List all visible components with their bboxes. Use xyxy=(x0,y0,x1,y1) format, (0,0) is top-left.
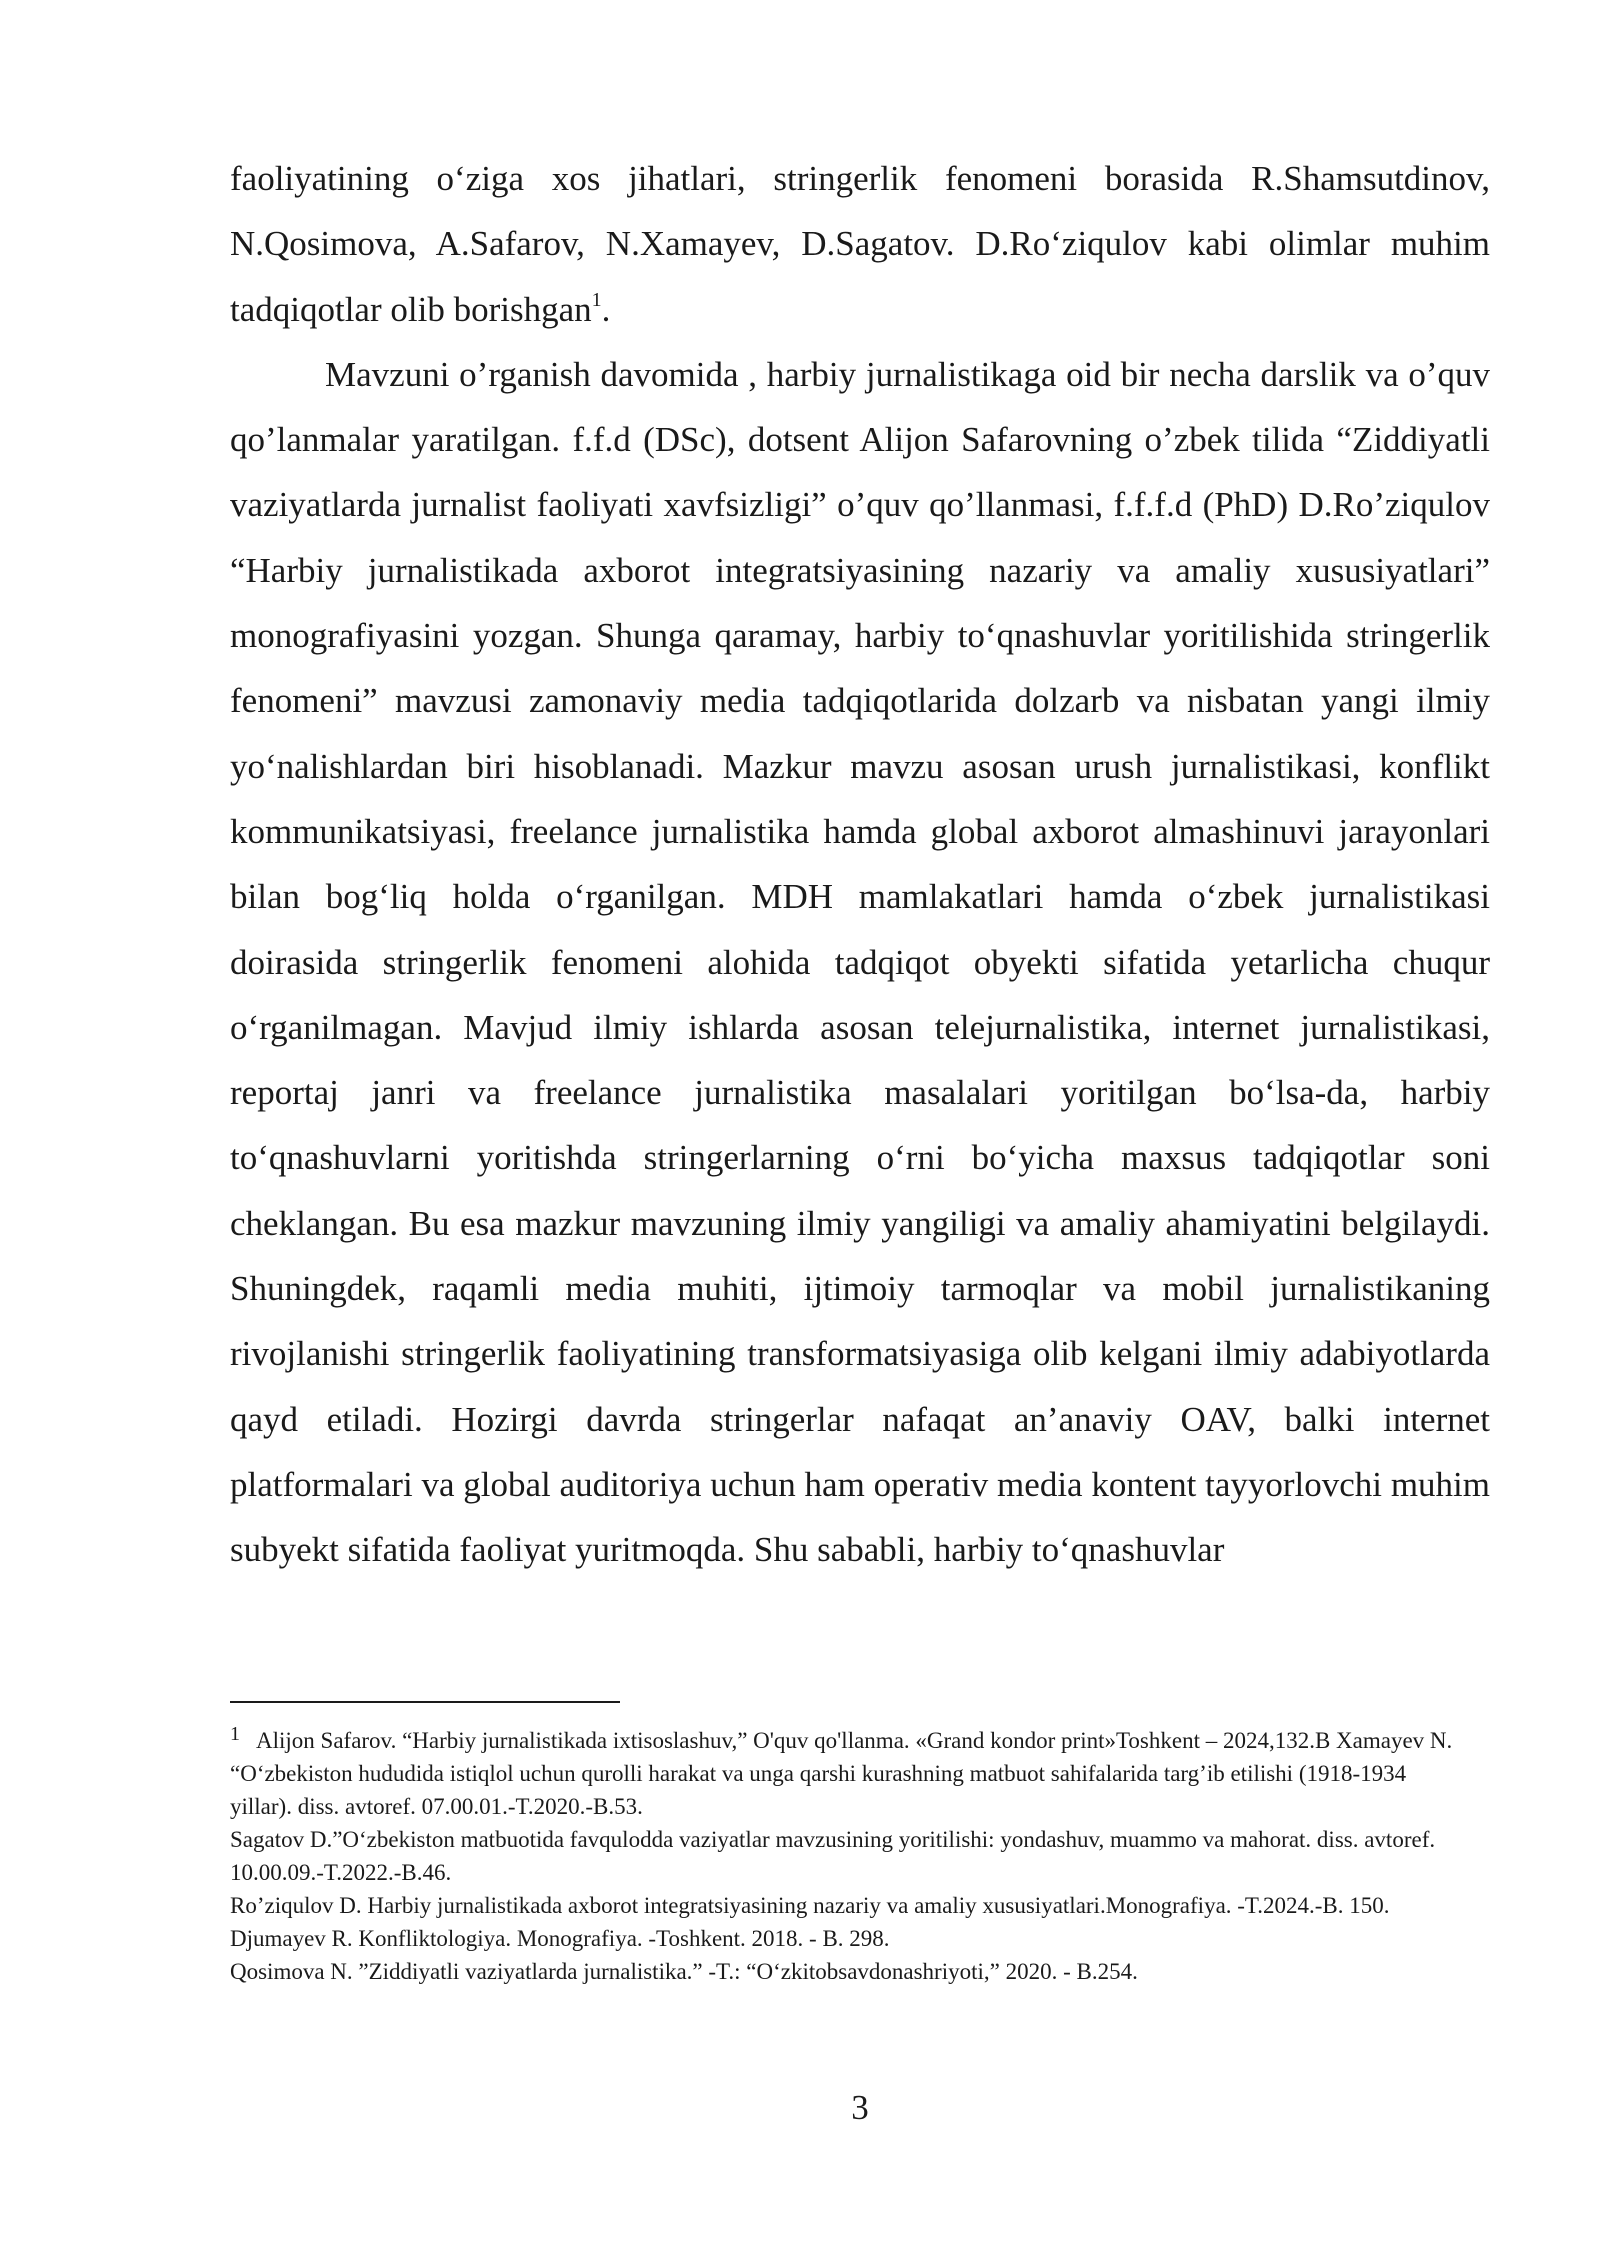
page-number: 3 xyxy=(851,2088,869,2127)
paragraph-1-end: . xyxy=(601,289,611,329)
footnote-text: Alijon Safarov. “Harbiy jurnalistikada ixtisoslashuv,” O'quv qo'llanma. «Grand kondor print»Toshkent – 2024,132.B Xamayev N. “O‘zbekiston hududida istiqlol uchun qurolli harakat va unga qarshi kurashning matbuot sahifalarida targ’ib etilishi (1918-1934 yillar). diss. avtoref. 07.00.01.-T.2020.-B.53. xyxy=(230,1728,1453,1819)
footnote-entry: Sagatov D.”O‘zbekiston matbuotida favqulodda vaziyatlar mavzusining yoritilishi: yondashuv, muammo va mahorat. diss. avtoref. 10.00.09.-T.2022.-B.46. xyxy=(230,1827,1436,1885)
footnote-entry: Ro’ziqulov D. Harbiy jurnalistikada axborot integratsiyasining nazariy va amaliy xususiyatlari.Monografiya. -T.2024.-B. 150. xyxy=(230,1893,1390,1918)
footnote-entry: Qosimova N. ”Ziddiyatli vaziyatlarda jurnalistika.” -T.: “O‘zkitobsavdonashriyoti,” 2020. - B.254. xyxy=(230,1959,1138,1984)
footnote-entry xyxy=(230,1718,1460,1823)
body-text xyxy=(230,146,1490,1583)
paragraph-2: Mavzuni o’rganish davomida , harbiy jurnalistikaga oid bir necha darslik va o’quv qo’lanmalar yaratilgan. f.f.d (DSc), dotsent Alijon Safarovning o’zbek tilida “Ziddiyatli vaziyatlarda jurnalist faoliyati xavfsizligi” o’quv qo’llanmasi, f.f.f.d (PhD) D.Ro’ziqulov “Harbiy jurnalistikada axborot integratsiyasining nazariy va amaliy xususiyatlari” monografiyasini yozgan. Shunga qaramay, harbiy to‘qnashuvlar yoritilishida stringerlik fenomeni” mavzusi zamonaviy media tadqiqotlarida dolzarb va nisbatan yangi ilmiy yo‘nalishlardan biri hisoblanadi. Mazkur mavzu asosan urush jurnalistikasi, konflikt kommunikatsiyasi, freelance jurnalistika hamda global axborot almashinuvi jarayonlari bilan bog‘liq holda o‘rganilgan. MDH mamlakatlari hamda o‘zbek jurnalistikasi doirasida stringerlik fenomeni alohida tadqiqot obyekti sifatida yetarlicha chuqur o‘rganilmagan. Mavjud ilmiy ishlarda asosan telejurnalistika, internet jurnalistikasi, reportaj janri va freelance jurnalistika masalalari yoritilgan bo‘lsa-da, harbiy to‘qnashuvlarni yoritishda stringerlarning o‘rni bo‘yicha maxsus tadqiqotlar soni cheklangan. Bu esa mazkur mavzuning ilmiy yangiligi va amaliy ahamiyatini belgilaydi. Shuningdek, raqamli media muhiti, ijtimoiy tarmoqlar va mobil jurnalistikaning rivojlanishi stringerlik faoliyatining transformatsiyasiga olib kelgani ilmiy adabiyotlarda qayd etiladi. Hozirgi davrda stringerlar nafaqat an’anaviy OAV, balki internet platformalari va global auditoriya uchun ham operativ media kontent tayyorlovchi muhim subyekt sifatida faoliyat yuritmoqda. Shu sababli, harbiy to‘qnashuvlar xyxy=(230,354,1490,1570)
footnote-entry: Djumayev R. Konfliktologiya. Monografiya. -Toshkent. 2018. - B. 298. xyxy=(230,1926,890,1951)
footnote-number: 1 xyxy=(230,1723,240,1745)
document-page xyxy=(230,0,1490,2262)
footnotes xyxy=(230,1718,1460,1988)
footnote-reference[interactable]: 1 xyxy=(591,288,602,311)
paragraph-1-text: faoliyatining o‘ziga xos jihatlari, stringerlik fenomeni borasida R.Shamsutdinov, N.Qosimova, A.Safarov, N.Xamayev, D.Sagatov. D.Ro‘ziqulov kabi olimlar muhim tadqiqotlar olib borishgan xyxy=(230,159,1490,329)
footnote-separator xyxy=(230,1701,620,1703)
paragraph-1 xyxy=(230,146,1490,342)
